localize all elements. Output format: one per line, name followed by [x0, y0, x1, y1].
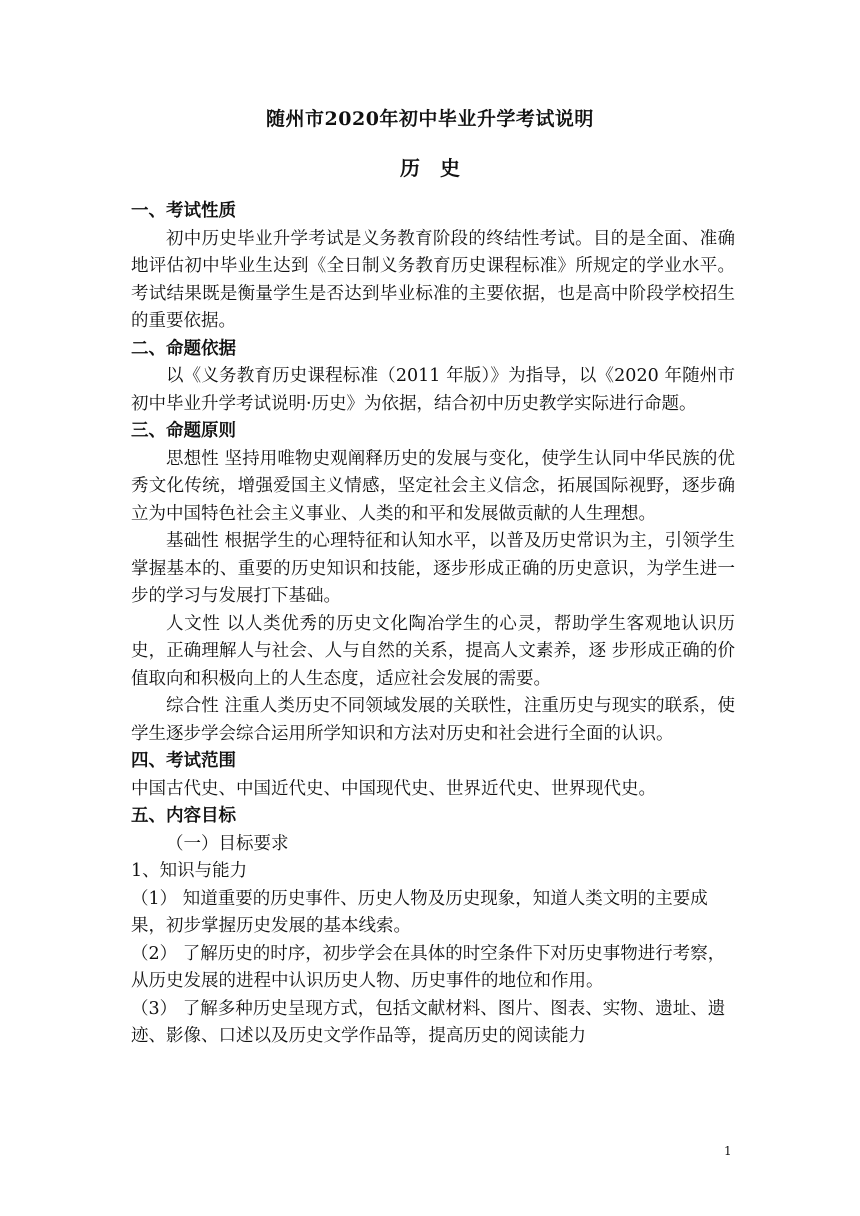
document-subject: 历 史	[400, 156, 460, 180]
principle-paragraph	[131, 528, 735, 611]
section-heading-3: 三、命题原则	[131, 421, 236, 441]
principle-paragraph	[131, 611, 735, 694]
principle-paragraph	[131, 446, 735, 529]
principle-text: 以人类优秀的历史文化陶冶学生的心灵，帮助学生客观地认识历史，正确理解人与社会、人与自然的关系，提高人文素养，逐 步形成正确的价值取向和积极向上的人生态度，适应社会发展的需要。	[131, 613, 736, 689]
principle-paragraph	[131, 693, 735, 748]
document-title: 随州市2020年初中毕业升学考试说明	[266, 108, 594, 130]
document-body	[131, 198, 735, 1051]
section-heading-4: 四、考试范围	[131, 751, 236, 771]
section-paragraph-2: 以《义务教育历史课程标准（2011 年版）》为指导，以《2020 年随州市初中毕业升学考试说明·历史》为依据，结合初中历史教学实际进行命题。	[131, 366, 735, 414]
subsection-item-heading: 1、知识与能力	[131, 861, 248, 881]
principle-keyword: 思想性	[166, 448, 219, 469]
page-number: 1	[724, 1144, 732, 1158]
principle-text: 坚持用唯物史观阐释历史的发展与变化，使学生认同中华民族的优秀文化传统，增强爱国主义情感，坚定社会主义信念，拓展国际视野，逐步确立为中国特色社会主义事业、人类的和平和发展做贡献的人生理想。	[131, 448, 736, 524]
section-heading-5: 五、内容目标	[131, 806, 236, 826]
subsection-heading: （一）目标要求	[166, 833, 289, 854]
section-heading-1: 一、考试性质	[131, 201, 236, 221]
list-item: （1） 知道重要的历史事件、历史人物及历史现象，知道人类文明的主要成果，初步掌握历史发展的基本线索。	[131, 888, 708, 936]
list-item: （2） 了解历史的时序，初步学会在具体的时空条件下对历史事物进行考察，从历史发展的进程中认识历史人物、历史事件的地位和作用。	[131, 943, 726, 991]
section-paragraph-4: 中国古代史、中国近代史、中国现代史、世界近代史、世界现代史。	[131, 778, 656, 799]
principle-keyword: 综合性	[166, 696, 219, 716]
list-item: （3） 了解多种历史呈现方式，包括文献材料、图片、图表、实物、遗址、遗迹、影像、口述以及历史文学作品等，提高历史的阅读能力	[131, 998, 726, 1046]
principle-keyword: 基础性	[166, 531, 219, 551]
principle-text: 根据学生的心理特征和认知水平，以普及历史常识为主，引领学生掌握基本的、重要的历史知识和技能，逐步形成正确的历史意识，为学生进一步的学习与发展打下基础。	[131, 531, 736, 606]
principle-keyword: 人文性	[166, 613, 221, 634]
principle-text: 注重人类历史不同领域发展的关联性，注重历史与现实的联系，使学生逐步学会综合运用所学知识和方法对历史和社会进行全面的认识。	[131, 696, 736, 744]
section-heading-2: 二、命题依据	[131, 338, 236, 359]
section-paragraph-1: 初中历史毕业升学考试是义务教育阶段的终结性考试。目的是全面、准确地评估初中毕业生达到《全日制义务教育历史课程标准》所规定的学业水平。考试结果既是衡量学生是否达到毕业标准的主要依据，也是高中阶段学校招生的重要依据。	[131, 228, 735, 331]
